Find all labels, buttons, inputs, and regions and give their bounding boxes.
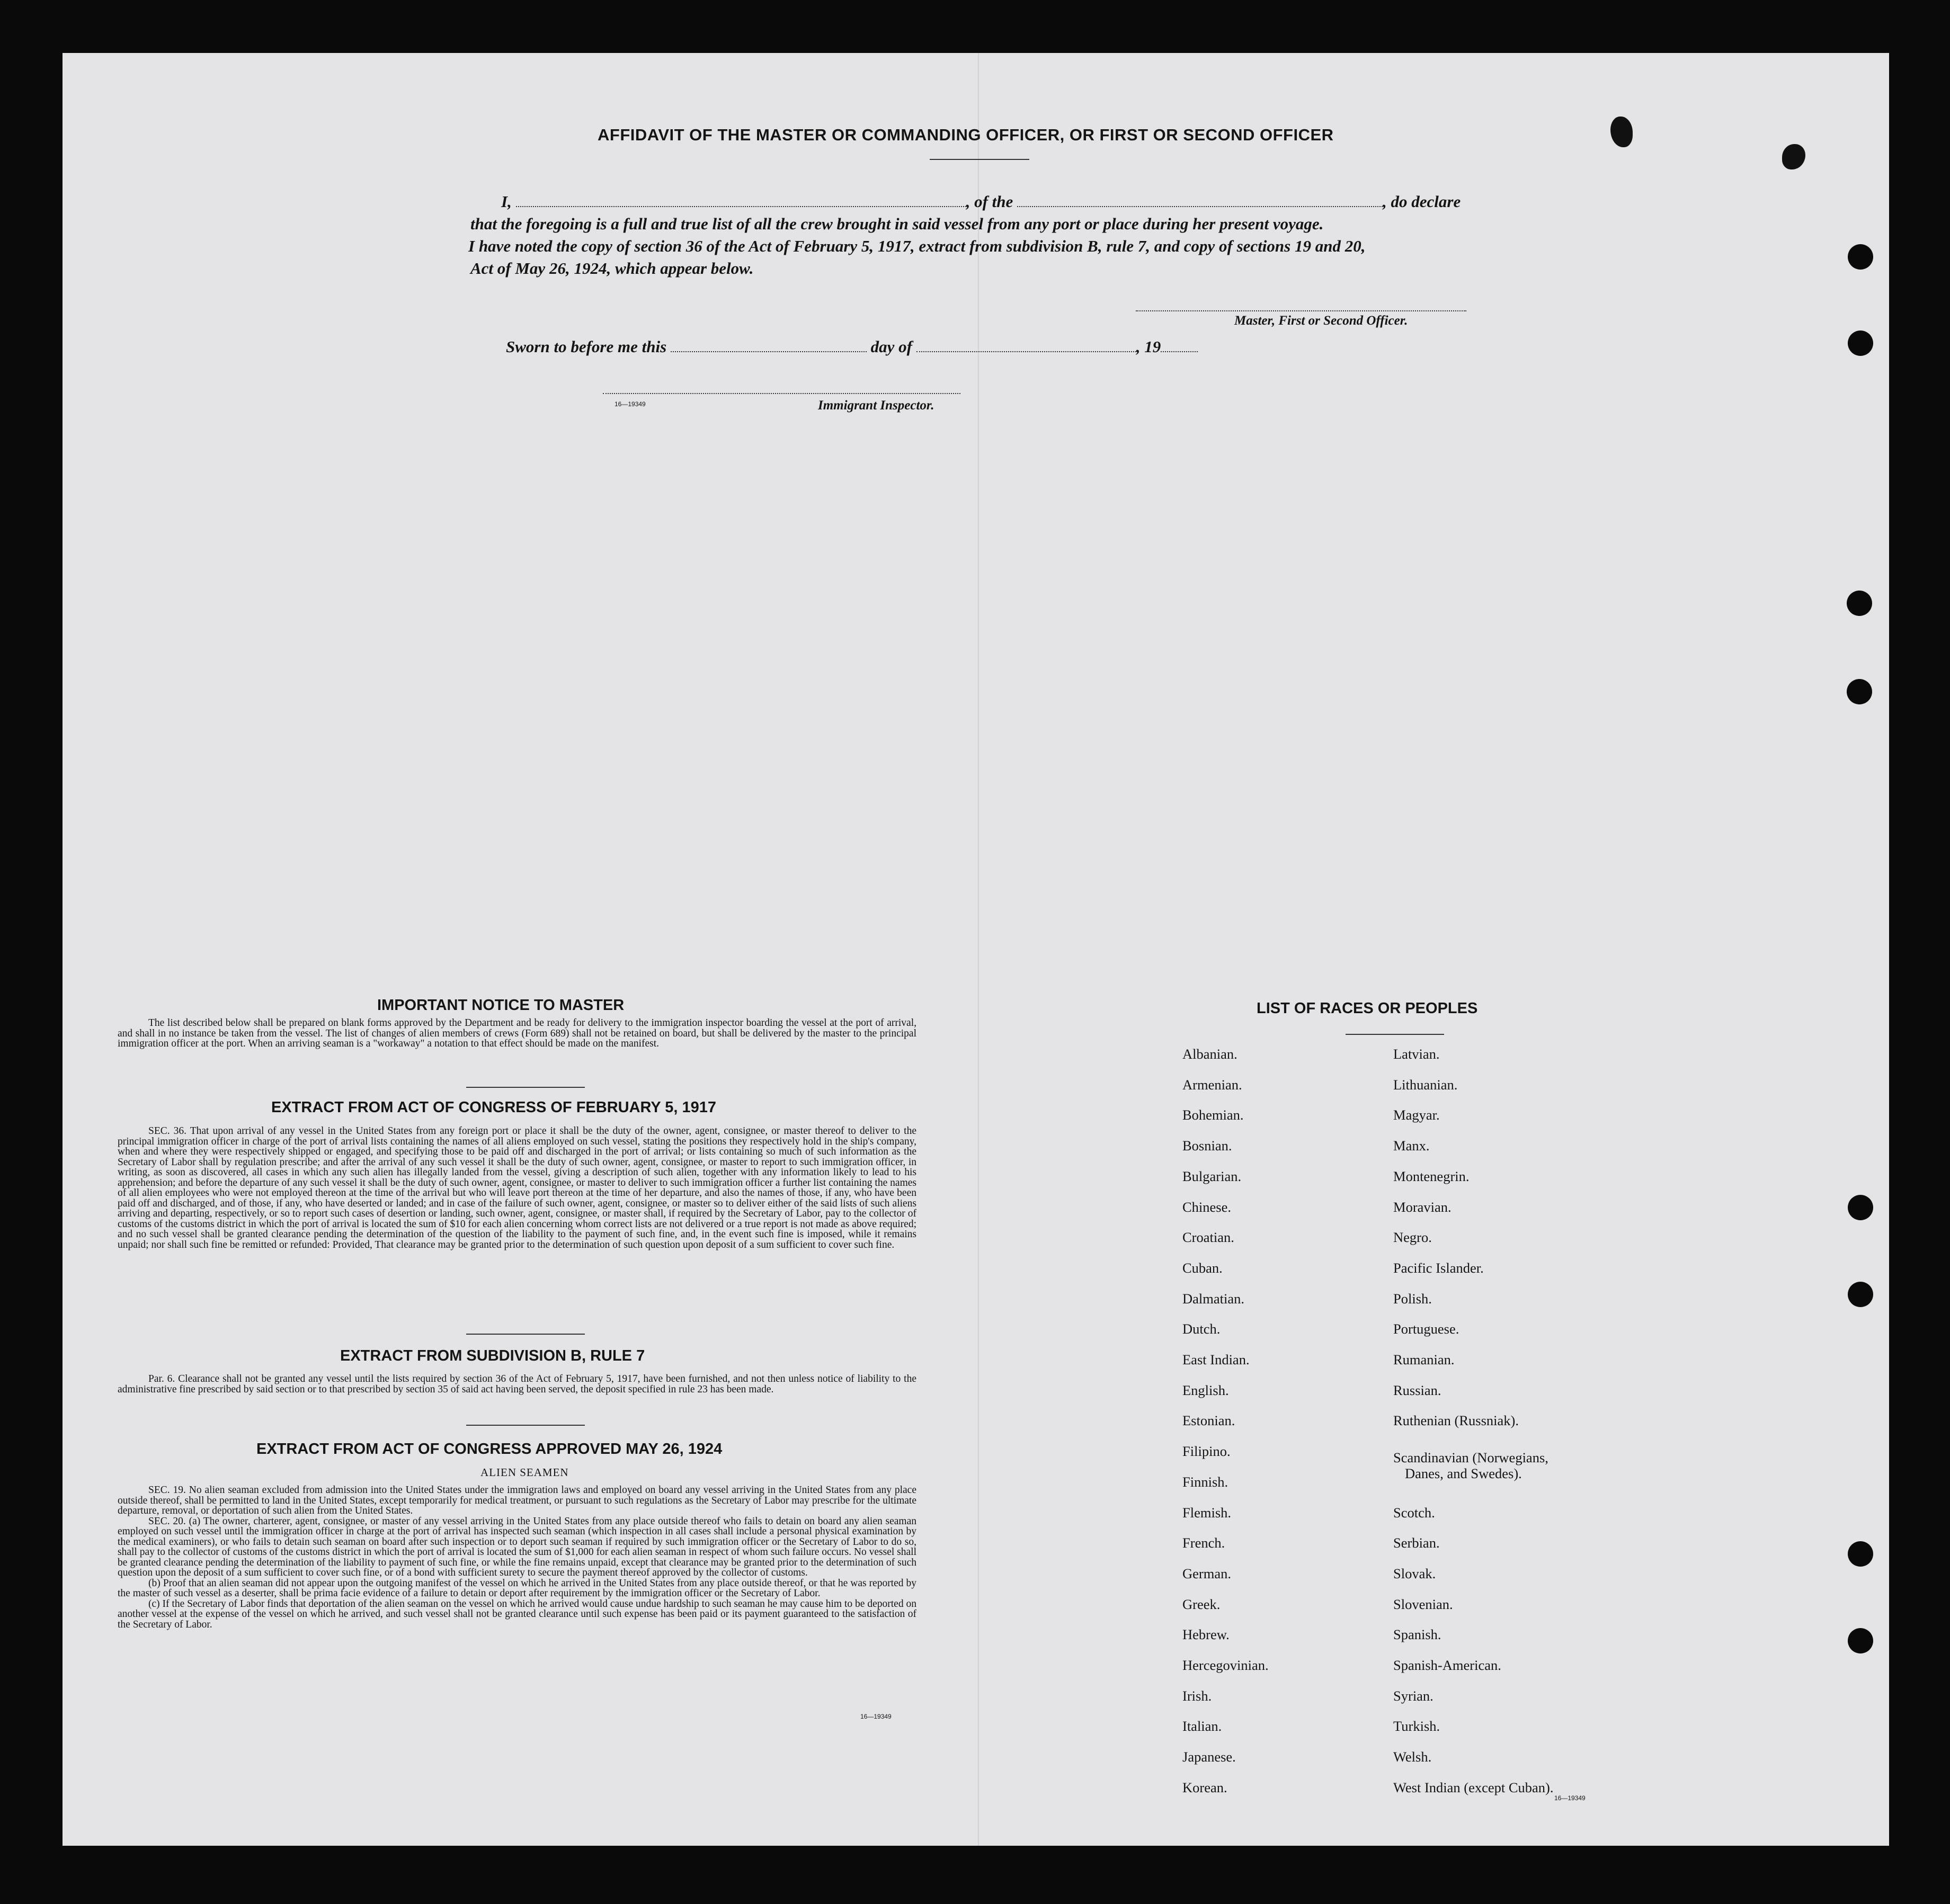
punch-hole bbox=[1848, 1282, 1873, 1307]
race-item: Serbian. bbox=[1393, 1535, 1440, 1551]
race-item: Dalmatian. bbox=[1182, 1290, 1244, 1307]
race-item: Estonian. bbox=[1182, 1413, 1235, 1429]
day-blank[interactable] bbox=[671, 339, 867, 352]
notice-title: IMPORTANT NOTICE TO MASTER bbox=[377, 997, 625, 1014]
inspector-caption: Immigrant Inspector. bbox=[818, 398, 934, 413]
race-item: Moravian. bbox=[1393, 1199, 1452, 1215]
section-20c-paragraph: (c) If the Secretary of Labor finds that deportation of the alien seaman on the vessel on which he arrived would cause undue hardship to such seaman he may cause him to be deported on another vessel at the expense of the vessel on which he arrived, and such vessel shall not be granted clearance until such expense has been paid or its payment guaranteed to the satisfaction of the Secretary of Labor. bbox=[118, 1598, 916, 1630]
inspector-signature-line[interactable] bbox=[603, 393, 960, 394]
race-item: Lithuanian. bbox=[1393, 1076, 1458, 1093]
race-item: Portuguese. bbox=[1393, 1321, 1459, 1337]
extract-rule7-body: Par. 6. Clearance shall not be granted any vessel until the lists required by section 36 of the Act of February 5, 1917, have been furnished, and not then unless notice of liability to the administrative fine prescribed by said section or to that prescribed by section 35 of said act having been served, the deposit specified in rule 23 has been made. bbox=[118, 1373, 916, 1395]
race-item: Scotch. bbox=[1393, 1504, 1435, 1521]
race-item: Armenian. bbox=[1182, 1076, 1242, 1093]
race-item: Croatian. bbox=[1182, 1229, 1234, 1246]
race-item: Italian. bbox=[1182, 1718, 1222, 1735]
year-blank[interactable] bbox=[1161, 339, 1198, 352]
punch-hole bbox=[1847, 591, 1872, 616]
affidavit-of-the: , of the bbox=[966, 192, 1013, 211]
month-blank[interactable] bbox=[916, 339, 1136, 352]
master-caption: Master, First or Second Officer. bbox=[1234, 314, 1408, 328]
affidavit-line-2: that the foregoing is a full and true list of all the crew brought in said vessel from any port or place during her present voyage. bbox=[470, 214, 1324, 233]
punch-hole bbox=[1848, 244, 1873, 270]
race-item: Pacific Islander. bbox=[1393, 1259, 1484, 1276]
form-number: 16—19349 bbox=[860, 1713, 892, 1720]
race-item: Irish. bbox=[1182, 1687, 1212, 1704]
races-title-rule bbox=[1346, 1034, 1444, 1035]
race-item: Flemish. bbox=[1182, 1504, 1232, 1521]
punch-hole bbox=[1848, 330, 1873, 356]
race-item: Latvian. bbox=[1393, 1046, 1440, 1062]
extract-1917-title: EXTRACT FROM ACT OF CONGRESS OF FEBRUARY 5, 1917 bbox=[271, 1099, 717, 1116]
race-item: Slovenian. bbox=[1393, 1596, 1453, 1612]
affidavit-line-4: Act of May 26, 1924, which appear below. bbox=[470, 259, 754, 278]
race-item: Slovak. bbox=[1393, 1565, 1436, 1581]
race-item: Albanian. bbox=[1182, 1046, 1237, 1062]
race-item: Ruthenian (Russniak). bbox=[1393, 1413, 1519, 1429]
race-item: Filipino. bbox=[1182, 1443, 1231, 1460]
race-item: Finnish. bbox=[1182, 1473, 1228, 1490]
affidavit-line-3: I have noted the copy of section 36 of the Act of February 5, 1917, extract from subdivision B, rule 7, and copy of sections 19 and 20, bbox=[468, 237, 1366, 255]
section-19-paragraph: SEC. 19. No alien seaman excluded from admission into the United States under the immigration laws and employed on board any vessel arriving in the United States from any place outside thereof, shall be permitted to land in the United States, except temporarily for medical treatment, or pursuant to such regulations as the Secretary of Labor may prescribe for the ultimate departure, removal, or deportation of such alien from the United States. bbox=[118, 1485, 916, 1516]
race-item: Japanese. bbox=[1182, 1749, 1236, 1765]
race-item: Magyar. bbox=[1393, 1107, 1440, 1123]
section-20b-paragraph: (b) Proof that an alien seaman did not appear upon the outgoing manifest of the vessel on which he arrived in the United States from any place outside thereof, or that he was reported by the master of such vessel as a deserter, shall be prima facie evidence of a failure to detain or deport after requirement by the immigration officer or the Secretary of Labor. bbox=[118, 1577, 916, 1599]
punch-hole bbox=[1848, 1195, 1873, 1220]
year-text: , 19 bbox=[1136, 337, 1161, 356]
vessel-blank[interactable] bbox=[1017, 194, 1383, 207]
race-item: Negro. bbox=[1393, 1229, 1432, 1246]
race-item: Syrian. bbox=[1393, 1687, 1433, 1704]
affidavit-do-declare: , do declare bbox=[1383, 192, 1461, 211]
sworn-line bbox=[506, 336, 1198, 358]
race-item: Chinese. bbox=[1182, 1199, 1231, 1215]
section-rule bbox=[466, 1334, 585, 1335]
page-fold-line bbox=[978, 53, 979, 1846]
race-item: Spanish. bbox=[1393, 1626, 1441, 1643]
extract-1924-body bbox=[118, 1485, 916, 1630]
punch-hole bbox=[1848, 1541, 1873, 1567]
sworn-text: Sworn to before me this bbox=[506, 337, 667, 356]
affidavit-title: AFFIDAVIT OF THE MASTER OR COMMANDING OFFICER, OR FIRST OR SECOND OFFICER bbox=[598, 126, 1334, 144]
extract-1917-body: SEC. 36. That upon arrival of any vessel in the United States from any foreign port or place it shall be the duty of the owner, agent, consignee, or master thereof to deliver to the principal immigration officer in charge of the port of arrival lists containing the names of all aliens employed on such vessel, stating the positions they respectively hold in the ship's company, when and where they were respectively shipped or engaged, and specifying those to be paid off and discharged in the port of arrival; or lists containing so much of such information as the Secretary of Labor shall by regulation prescribe; and after the arrival of any such vessel it shall be the duty of such owner, agent, consignee, or master to report to such immigration officer, in writing, as soon as discovered, all cases in which any such alien has illegally landed from the vessel, giving a description of such alien, together with any information likely to lead to his apprehension; and before the departure of any such vessel it shall be the duty of such owner, agent, consignee, or master to deliver to such immigration officer a further list containing the names of all alien employees who were not employed thereon at the time of the arrival but who will leave port thereon at the time of her departure, and also the names of those, if any, who have been paid off and discharged, and of those, if any, who have deserted or landed; and in case of the failure of such owner, agent, consignee, or master so to deliver either of the said lists of such aliens arriving and departing, respectively, or so to report such cases of desertion or landing, such owner, agent, consignee, or master shall, if required by the Secretary of Labor, pay to the collector of customs of the customs district in which the port of arrival is located the sum of $10 for each alien concerning whom correct lists are not delivered or a true report is not made as above required; and no such vessel shall be granted clearance pending the determination of the question of the liability to the payment of such fine, and, in the event such fine is imposed, while it remains unpaid; nor shall such fine be remitted or refunded: Provided, That clearance may be granted prior to the determination of such question upon deposit of a sum sufficient to cover such fine. bbox=[118, 1125, 916, 1250]
notice-body: The list described below shall be prepared on blank forms approved by the Department and be ready for delivery to the immigration inspector boarding the vessel at the port of arrival, and shall in no instance be taken from the vessel. The list of changes of alien members of crews (Form 689) shall not be retained on board, but shall be delivered by the master to the principal immigration officer at the port. When an arriving seaman is a "workaway" a notation to that effect should be made on the manifest. bbox=[118, 1017, 916, 1049]
name-blank[interactable] bbox=[516, 194, 966, 207]
race-item: Dutch. bbox=[1182, 1321, 1221, 1337]
extract-rule7-title: EXTRACT FROM SUBDIVISION B, RULE 7 bbox=[340, 1347, 645, 1364]
race-item: Turkish. bbox=[1393, 1718, 1440, 1735]
race-item: Welsh. bbox=[1393, 1749, 1432, 1765]
extract-1924-title: EXTRACT FROM ACT OF CONGRESS APPROVED MAY 26, 1924 bbox=[256, 1441, 723, 1458]
race-item: Spanish-American. bbox=[1393, 1657, 1501, 1673]
punch-hole bbox=[1847, 679, 1872, 704]
race-item: Russian. bbox=[1393, 1382, 1441, 1398]
race-item: Korean. bbox=[1182, 1779, 1227, 1795]
race-item: English. bbox=[1182, 1382, 1229, 1398]
race-item: Bosnian. bbox=[1182, 1138, 1232, 1154]
day-of-text: day of bbox=[870, 337, 912, 356]
race-item: Cuban. bbox=[1182, 1259, 1223, 1276]
race-item: Manx. bbox=[1393, 1138, 1430, 1154]
race-item: Hercegovinian. bbox=[1182, 1657, 1269, 1673]
affidavit-line-1 bbox=[501, 191, 1461, 213]
form-number: 16—19349 bbox=[615, 400, 646, 408]
race-item: Polish. bbox=[1393, 1290, 1432, 1307]
race-item: French. bbox=[1182, 1535, 1225, 1551]
affidavit-i: I, bbox=[501, 192, 512, 211]
race-item: East Indian. bbox=[1182, 1352, 1250, 1367]
section-20a-paragraph: SEC. 20. (a) The owner, charterer, agent, consignee, or master of any vessel arriving in the United States from any place outside thereof who fails to detain on board any alien seaman employed on such vessel until the immigration officer in charge at the port of arrival has inspected such seaman (which inspection in all cases shall include a personal physical examination by the medical examiners), or who fails to detain such seaman on board after such inspection or to deport such seaman if required by such immigration officer or the Secretary of Labor to do so, shall pay to the collector of customs of the customs district in which the port of arrival is located the sum of $1,000 for each alien seaman in respect of whom such failure occurs. No vessel shall be granted clearance pending the determination of the liability to payment of such fine, or while the fine remains unpaid, except that clearance may be granted prior to the determination of such question upon the deposit of a sum sufficient to cover such fine, or of a bond with sufficient surety to secure the payment thereof approved by the collector of customs. bbox=[118, 1515, 916, 1578]
alien-seamen-subtitle: ALIEN SEAMEN bbox=[480, 1466, 569, 1479]
race-item: German. bbox=[1182, 1565, 1231, 1581]
race-item: Scandinavian (Norwegians, bbox=[1393, 1450, 1548, 1465]
title-rule bbox=[930, 159, 1029, 160]
section-rule bbox=[466, 1425, 585, 1426]
race-item: Rumanian. bbox=[1393, 1352, 1455, 1367]
race-item: Bohemian. bbox=[1182, 1107, 1244, 1123]
master-signature-line[interactable] bbox=[1136, 310, 1466, 311]
race-item: Danes, and Swedes). bbox=[1405, 1465, 1522, 1481]
race-item: West Indian (except Cuban). bbox=[1393, 1779, 1554, 1795]
races-title: LIST OF RACES OR PEOPLES bbox=[1257, 1000, 1478, 1017]
form-number: 16—19349 bbox=[1554, 1794, 1586, 1802]
race-item: Bulgarian. bbox=[1182, 1168, 1242, 1184]
race-item: Hebrew. bbox=[1182, 1626, 1230, 1643]
punch-hole bbox=[1848, 1628, 1873, 1653]
race-item: Montenegrin. bbox=[1393, 1168, 1470, 1184]
section-rule bbox=[466, 1087, 585, 1088]
race-item: Greek. bbox=[1182, 1596, 1221, 1612]
